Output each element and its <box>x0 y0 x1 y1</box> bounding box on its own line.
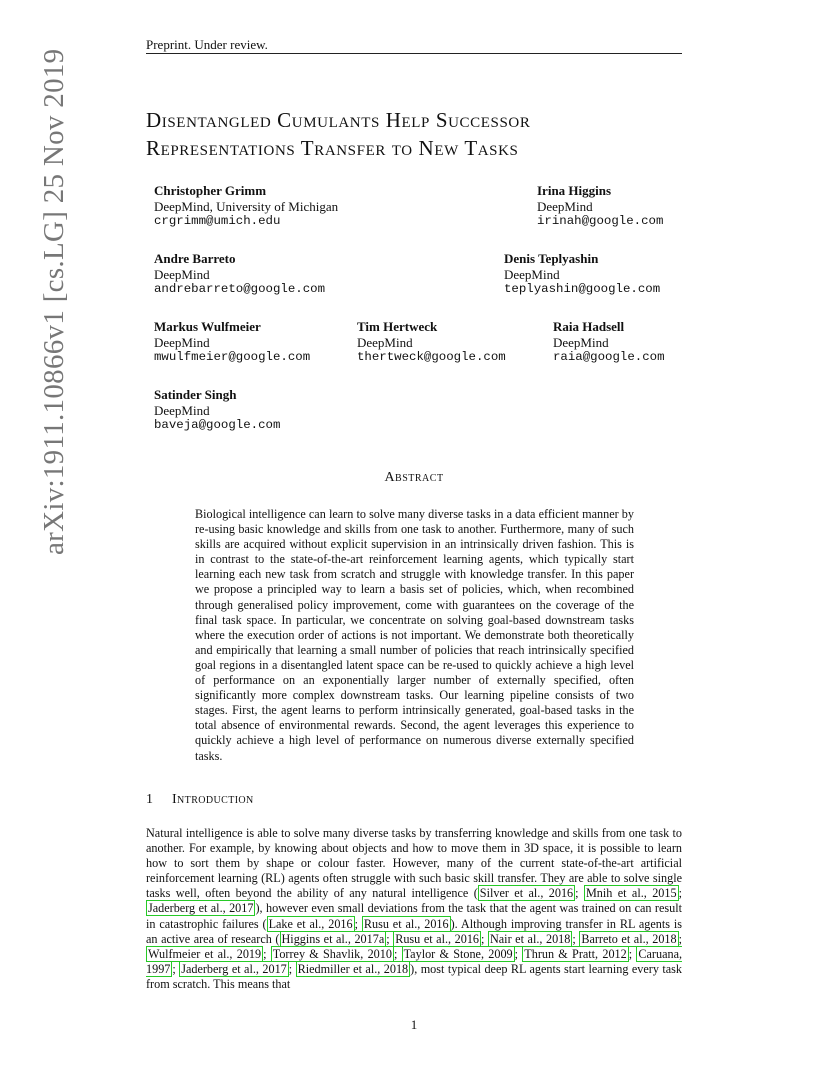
author-block <box>537 183 663 230</box>
author-email[interactable]: mwulfmeier@google.com <box>154 350 311 364</box>
author-email[interactable]: crgrimm@umich.edu <box>154 214 281 228</box>
body-text: ). Although improving transfer in RL agents is an active area of research ( <box>146 916 683 946</box>
author-name: Andre Barreto <box>154 251 236 266</box>
author-affiliation: DeepMind <box>154 402 210 418</box>
abstract-heading: Abstract <box>384 470 444 485</box>
citation-link[interactable]: Jaderberg et al., 2017 <box>181 961 287 976</box>
citation-link[interactable]: Torrey & Shavlik, 2010 <box>272 946 392 961</box>
citation-link[interactable]: Wulfmeier et al., 2019 <box>148 946 262 961</box>
author-block <box>154 319 310 366</box>
citation-link[interactable]: Silver et al., 2016 <box>479 886 574 901</box>
intro-paragraph <box>146 826 682 992</box>
author-name: Raia Hadsell <box>553 319 625 334</box>
author-email[interactable]: baveja@google.com <box>154 418 281 432</box>
separator: ; <box>263 946 271 961</box>
title-line-2: Representations Transfer to New Tasks <box>146 136 519 160</box>
author-email[interactable]: teplyashin@google.com <box>504 282 661 296</box>
author-email[interactable]: andrebarreto@google.com <box>154 282 326 296</box>
author-affiliation: DeepMind <box>154 334 210 350</box>
body-text: ), most typical deep RL agents start learning every task from scratch. This means that <box>146 961 682 991</box>
citation-link[interactable]: Lake et al., 2016 <box>268 916 353 931</box>
separator: ; <box>572 931 580 946</box>
author-block <box>154 387 280 434</box>
author-block <box>504 251 660 298</box>
section-title: Introduction <box>172 792 254 807</box>
author-block <box>357 319 506 366</box>
author-affiliation: DeepMind <box>553 334 609 350</box>
title-line-1: Disentangled Cumulants Help Successor <box>146 108 531 132</box>
citation-link[interactable]: Rusu et al., 2016 <box>363 916 449 931</box>
section-number: 1 <box>146 792 154 807</box>
separator: ; <box>678 931 683 946</box>
citation-link[interactable]: Nair et al., 2018 <box>489 931 571 946</box>
body-text: ), however even small deviations from the task that the agent was trained on can result in catastrophic failures ( <box>146 901 682 931</box>
citation-link[interactable]: Jaderberg et al., 2017 <box>148 901 254 916</box>
author-email[interactable]: irinah@google.com <box>537 214 664 228</box>
author-block <box>154 183 338 230</box>
separator: ; <box>514 946 523 961</box>
citation-link[interactable]: Mnih et al., 2015 <box>585 886 677 901</box>
separator: ; <box>481 931 488 946</box>
separator: ; <box>288 961 296 976</box>
arxiv-identifier: arXiv:1911.10866v1 [cs.LG] 25 Nov 2019 <box>38 48 70 555</box>
author-block <box>553 319 665 366</box>
author-email[interactable]: raia@google.com <box>553 350 665 364</box>
paper-title <box>146 106 706 162</box>
author-name: Denis Teplyashin <box>504 251 599 266</box>
author-block <box>154 251 325 298</box>
header-rule <box>146 53 682 54</box>
separator: ; <box>393 946 402 961</box>
author-name: Markus Wulfmeier <box>154 319 261 334</box>
citation-link[interactable]: Thrun & Pratt, 2012 <box>524 946 627 961</box>
citation-link[interactable]: Barreto et al., 2018 <box>581 931 677 946</box>
citation-link[interactable]: Taylor & Stone, 2009 <box>403 946 513 961</box>
author-affiliation: DeepMind <box>357 334 413 350</box>
separator: ; <box>172 961 180 976</box>
author-affiliation: DeepMind, University of Michigan <box>154 198 339 214</box>
separator: ; <box>628 946 637 961</box>
separator: ; <box>678 886 682 901</box>
running-header: Preprint. Under review. <box>146 37 268 52</box>
citation-link[interactable]: Caruana, 1997 <box>146 946 683 976</box>
author-affiliation: DeepMind <box>537 198 593 214</box>
citation-link[interactable]: Riedmiller et al., 2018 <box>297 961 409 976</box>
author-name: Satinder Singh <box>154 387 237 402</box>
author-affiliation: DeepMind <box>504 266 560 282</box>
author-email[interactable]: thertweck@google.com <box>357 350 506 364</box>
page-number: 1 <box>410 1017 418 1032</box>
citation-link[interactable]: Rusu et al., 2016 <box>395 931 480 946</box>
author-affiliation: DeepMind <box>154 266 210 282</box>
citation-link[interactable]: Higgins et al., 2017a <box>281 931 385 946</box>
separator: ; <box>354 916 362 931</box>
author-name: Irina Higgins <box>537 183 612 198</box>
section-heading <box>146 792 254 808</box>
abstract-text: Biological intelligence can learn to solve many diverse tasks in a data efficient manner by re-using basic knowledge and skills from one task to another. Furthermore, many of such skills are acquired without explicit supervision in an intrinsically driven fashion. This is in contrast to the state-of-the-art reinforcement learning agents, which typically start learning each new task from scratch and struggle with knowledge transfer. In this paper we propose a principled way to learn a basis set of policies, which, when recombined through generalised policy improvement, come with guarantees on the coverage of the final task space. In particular, we concentrate on solving goal-based downstream tasks where the execution order of actions is not important. We demonstrate both theoretically and empirically that learning a small number of policies that reach intrinsically specified goal regions in a disentangled latent space can be re-used to quickly achieve a high level of performance on an exponentially larger number of externally specified, often significantly more complex downstream tasks. Our learning pipeline consists of two stages. First, the agent learns to perform intrinsically generated, goal-based tasks in the total absence of environmental rewards. Second, the agent leverages this experience to quickly achieve a high level of performance on numerous diverse externally specified tasks. <box>195 507 634 763</box>
author-name: Tim Hertweck <box>357 319 438 334</box>
separator: ; <box>575 886 584 901</box>
author-name: Christopher Grimm <box>154 183 267 198</box>
separator: ; <box>386 931 394 946</box>
body-text: Natural intelligence is able to solve many diverse tasks by transferring knowledge and skills from one task to another. For example, by knowing about objects and how to move them in 3D space, it is possible to learn how to sort them by shape or colour faster. However, many of the current state-of-the-art artificial reinforcement learning (RL) agents often struggle with such basic skill transfer. They are able to solve single tasks well, often beyond the ability of any natural intelligence ( <box>146 826 682 901</box>
